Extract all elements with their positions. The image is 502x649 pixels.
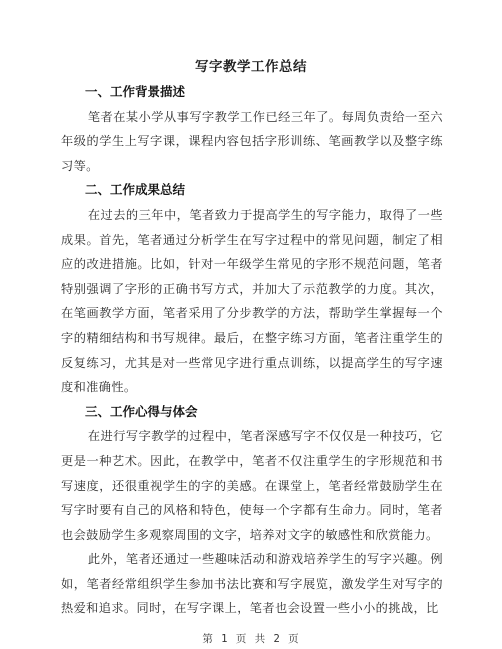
- document-title: 写字教学工作总结: [195, 59, 307, 75]
- section-heading: 二、工作成果总结: [85, 182, 186, 198]
- page-number-footer: 第 1 页 共 2 页: [202, 633, 300, 645]
- document-body: [61, 80, 443, 621]
- section-reflections: [61, 400, 443, 621]
- paragraph: 在进行写字教学的过程中，笔者深感写字不仅仅是一种技巧，它更是一种艺术。因此，在教学中，笔者不仅注重学生的字形规范和书写速度，还很重视学生的字的美感。在课堂上，笔者经常鼓励学生在写字时要有自己的风格和特色，使每一个字都有生命力。同时，笔者也会鼓励学生多观察周围的文字，培养对文字的敏感性和欣赏能力。: [61, 429, 443, 542]
- paragraph: 在过去的三年中，笔者致力于提高学生的写字能力，取得了一些成果。首先，笔者通过分析学生在写字过程中的常见问题，制定了相应的改进措施。比如，针对一年级学生常见的字形不规范问题，笔者特别强调了字形的正确书写方式，并加大了示范教学的力度。其次，在笔画教学方面，笔者采用了分步教学的方法，帮助学生掌握每一个字的精细结构和书写规律。最后，在整字练习方面，笔者注重学生的反复练习，尤其是对一些常见字进行重点训练，以提高学生的写字速度和准确性。: [61, 207, 443, 395]
- paragraph: 笔者在某小学从事写字教学工作已经三年了。每周负责给一至六年级的学生上写字课，课程内容包括字形训练、笔画教学以及整字练习等。: [61, 109, 443, 173]
- section-heading: 一、工作背景描述: [85, 84, 186, 99]
- paragraph: 此外，笔者还通过一些趣味活动和游戏培养学生的写字兴趣。例如，笔者经常组织学生参加书法比赛和写字展览，激发学生对写字的热爱和追求。同时，在写字课上，笔者也会设置一些小小的挑战，比: [61, 552, 443, 616]
- section-background: [61, 80, 443, 178]
- section-heading: 三、工作心得与体会: [85, 403, 198, 419]
- section-achievements: [61, 178, 443, 399]
